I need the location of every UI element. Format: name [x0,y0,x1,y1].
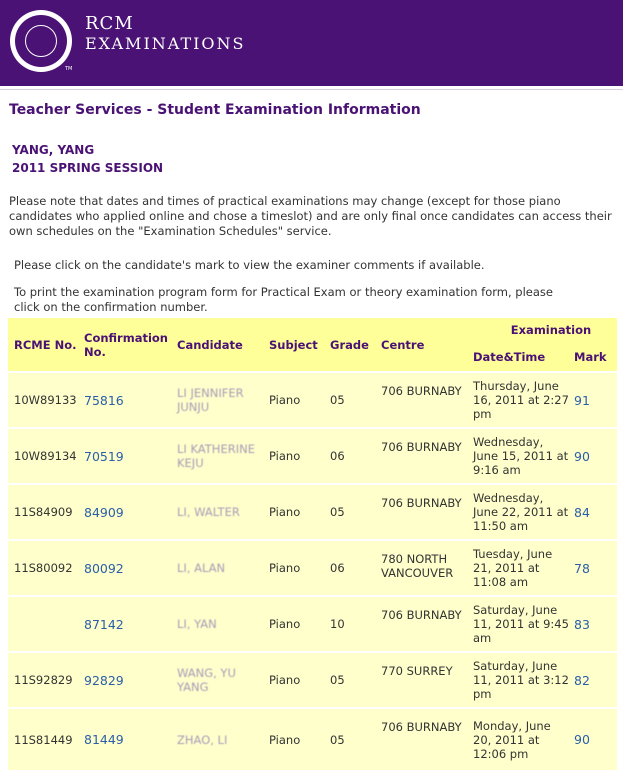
subject: Piano [265,428,326,484]
table-row [8,652,617,708]
lyre-icon [25,25,57,57]
header-date-time: Date&Time [473,349,546,364]
candidate-name: LI, WALTER [177,505,240,519]
grade: 05 [326,652,377,708]
table-row [8,540,617,596]
grade: 05 [326,484,377,540]
student-name: YANG, YANG [12,143,95,157]
brand-line-rcm: RCM [85,13,134,34]
exam-date-time: Tuesday, June 21, 2011 at 11:08 am [469,540,570,596]
header-confirmation-no: Confirmation No. [84,330,168,359]
print-form-note: To print the examination program form for Practical Exam or theory examination form, please click on the confirmation number. [14,285,553,314]
centre: 706 BURNABY [377,428,469,484]
rcm-logo[interactable] [10,10,72,72]
grade: 06 [326,428,377,484]
candidate-name: ZHAO, LI [177,732,228,747]
centre: 706 BURNABY [377,596,469,652]
confirmation-link[interactable]: 70519 [84,448,124,464]
exam-date-time: Saturday, June 11, 2011 at 9:45 am [469,596,570,652]
exam-date-time: Wednesday, June 15, 2011 at 9:16 am [469,428,570,484]
subject: Piano [265,372,326,428]
mark-link[interactable]: 90 [574,448,590,464]
grade: 10 [326,596,377,652]
centre: 706 BURNABY [377,372,469,428]
exam-date-time: Monday, June 20, 2011 at 12:06 pm [469,708,570,770]
page-title: Teacher Services - Student Examination Information [9,102,421,118]
confirmation-link[interactable]: 80092 [84,560,124,576]
exam-date-time: Wednesday, June 22, 2011 at 11:50 am [469,484,570,540]
grade: 05 [326,708,377,770]
subject: Piano [265,484,326,540]
header-rcme-no: RCME No. [14,337,77,352]
subject: Piano [265,652,326,708]
centre: 770 SURREY [377,652,469,708]
rcme-number: 10W89134 [8,428,78,484]
centre: 780 NORTH VANCOUVER [377,540,469,596]
table-row [8,428,617,484]
brand-line-examinations: EXAMINATIONS [85,33,246,53]
exam-date-time: Thursday, June 16, 2011 at 2:27 pm [469,372,570,428]
candidate-name: LI KATHERINE KEJU [177,442,255,470]
centre: 706 BURNABY [377,708,469,770]
header-examination: Examination [510,323,592,337]
candidate-name: LI JENNIFER JUNJU [177,386,244,414]
rcme-number: 11S80092 [8,540,78,596]
examination-table [8,318,617,770]
table-row [8,596,617,652]
rcme-number: 11S92829 [8,652,78,708]
subject: Piano [265,596,326,652]
mark-link[interactable]: 83 [574,616,590,632]
header-grade: Grade [330,337,369,352]
header-mark: Mark [574,349,607,364]
centre: 706 BURNABY [377,484,469,540]
mark-link[interactable]: 78 [574,560,590,576]
candidate-name: WANG, YU YANG [177,666,236,694]
mark-link[interactable]: 91 [574,392,590,408]
header-subject: Subject [269,337,318,352]
mark-link[interactable]: 90 [574,732,590,747]
confirmation-link[interactable]: 75816 [84,392,124,408]
rcme-number: 11S81449 [8,708,78,770]
mark-click-note: Please click on the candidate's mark to view the examiner comments if available. [14,258,485,272]
confirmation-link[interactable]: 81449 [84,732,124,747]
exam-date-time: Saturday, June 11, 2011 at 3:12 pm [469,652,570,708]
candidate-name: LI, ALAN [177,561,226,575]
table-row [8,484,617,540]
rcme-number: 10W89133 [8,372,78,428]
header-candidate: Candidate [177,337,243,352]
brand-wordmark[interactable] [85,14,246,53]
site-header [0,0,623,89]
grade: 05 [326,372,377,428]
examination-rows [8,372,617,770]
session-label: 2011 SPRING SESSION [12,161,164,175]
confirmation-link[interactable]: 92829 [84,672,124,688]
rcme-number: 11S84909 [8,484,78,540]
candidate-name: LI, YAN [177,617,217,631]
mark-link[interactable]: 82 [574,672,590,688]
confirmation-link[interactable]: 87142 [84,616,124,632]
trademark-mark: TM [65,66,73,72]
mark-link[interactable]: 84 [574,504,590,520]
grade: 06 [326,540,377,596]
schedule-note: Please note that dates and times of practical examinations may change (except for those piano candidates who applied online and chose a timeslot) and are only final once candidates can access their own schedules on the "Examination Schedules" service. [9,194,612,238]
confirmation-link[interactable]: 84909 [84,504,124,520]
header-centre: Centre [381,337,425,352]
table-row [8,708,617,770]
table-row [8,372,617,428]
logo-seal-icon [15,15,67,67]
subject: Piano [265,540,326,596]
subject: Piano [265,708,326,770]
rcme-number [8,596,78,652]
